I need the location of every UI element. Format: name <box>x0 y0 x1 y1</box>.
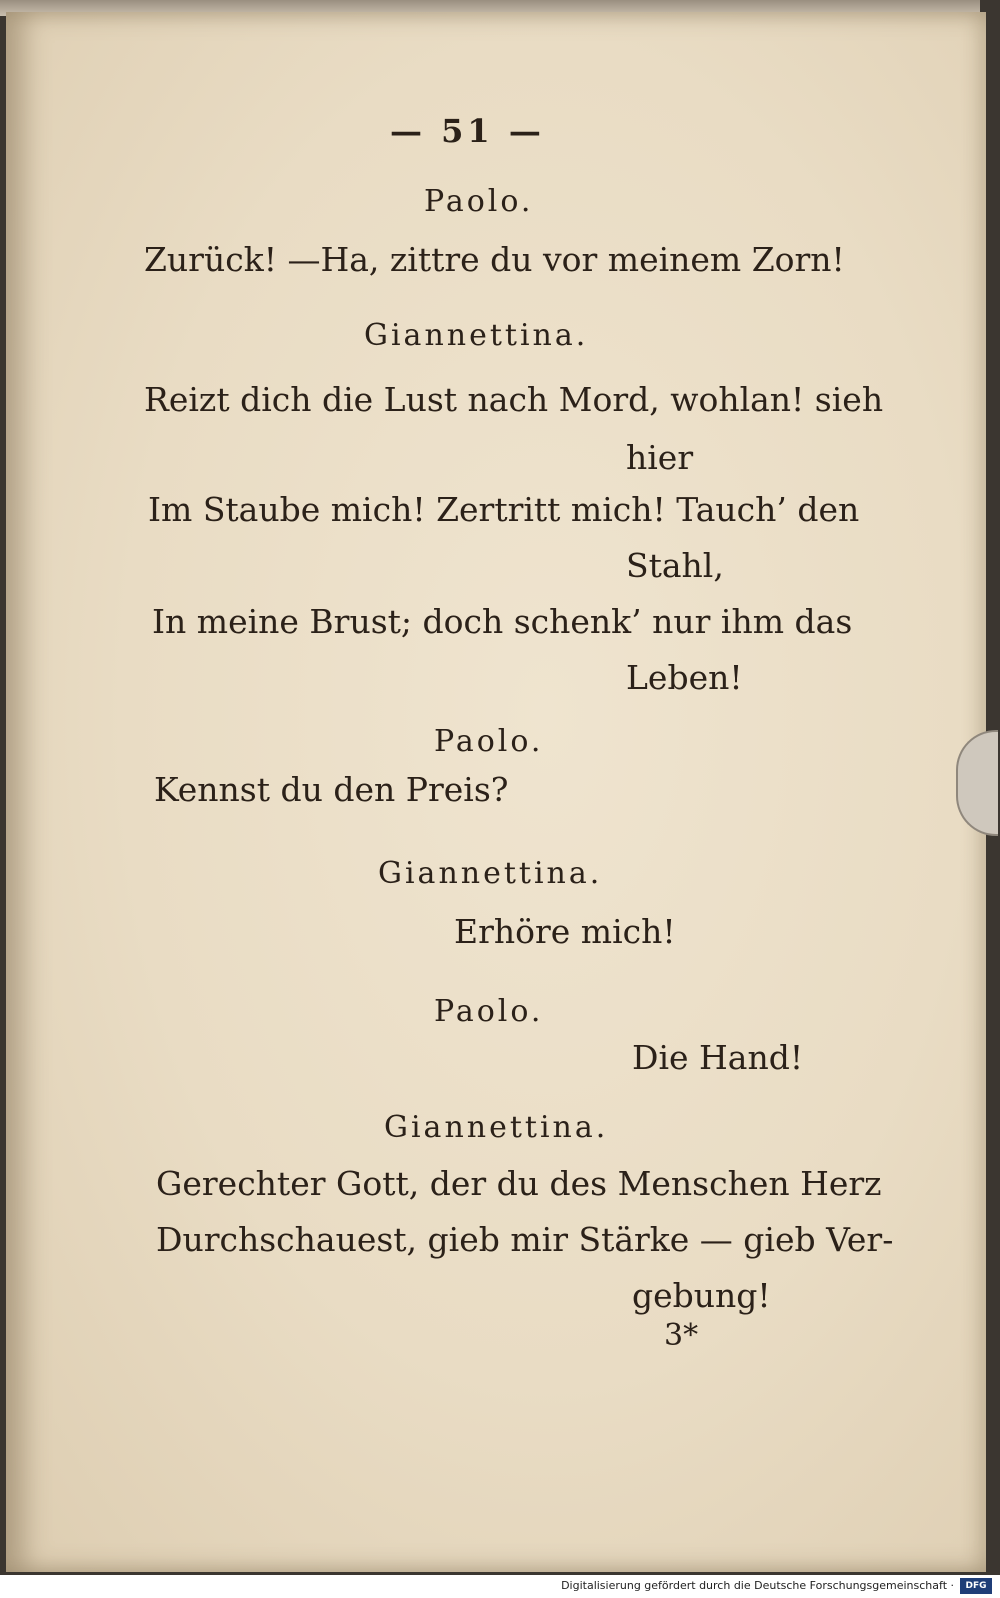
verse-line: Gerechter Gott, der du des Menschen Herz <box>156 1164 882 1203</box>
speaker-name: Giannettina. <box>378 856 603 891</box>
book-page <box>6 12 986 1572</box>
speaker-name: Paolo. <box>434 994 544 1029</box>
speaker-name: Giannettina. <box>384 1110 609 1145</box>
verse-line: Erhöre mich! <box>454 912 676 951</box>
speaker-name: Paolo. <box>434 724 544 759</box>
footer-credit: Digitalisierung gefördert durch die Deutsche Forschungsgemeinschaft · <box>561 1579 954 1592</box>
page-number: — 51 — <box>390 112 545 150</box>
verse-line-continuation: Leben! <box>626 658 743 697</box>
speaker-name: Giannettina. <box>364 318 589 353</box>
verse-line-continuation: hier <box>626 438 694 477</box>
verse-line: Kennst du den Preis? <box>154 770 509 809</box>
verse-line: Die Hand! <box>632 1038 804 1077</box>
verse-line: Reizt dich die Lust nach Mord, wohlan! sieh <box>144 380 884 419</box>
footer-bar <box>0 1575 1000 1598</box>
verse-line: Durchschauest, gieb mir Stärke — gieb Ver- <box>156 1220 894 1259</box>
verse-line: In meine Brust; doch schenk’ nur ihm das <box>152 602 853 641</box>
signature-mark: 3* <box>664 1318 699 1353</box>
verse-line-continuation: gebung! <box>632 1276 771 1315</box>
verse-line-continuation: Stahl, <box>626 546 724 585</box>
verse-line: Im Staube mich! Zertritt mich! Tauch’ den <box>148 490 860 529</box>
speaker-name: Paolo. <box>424 184 534 219</box>
verse-line: Zurück! —Ha, zittre du vor meinem Zorn! <box>144 240 845 279</box>
dfg-logo-icon: DFG <box>960 1578 992 1594</box>
